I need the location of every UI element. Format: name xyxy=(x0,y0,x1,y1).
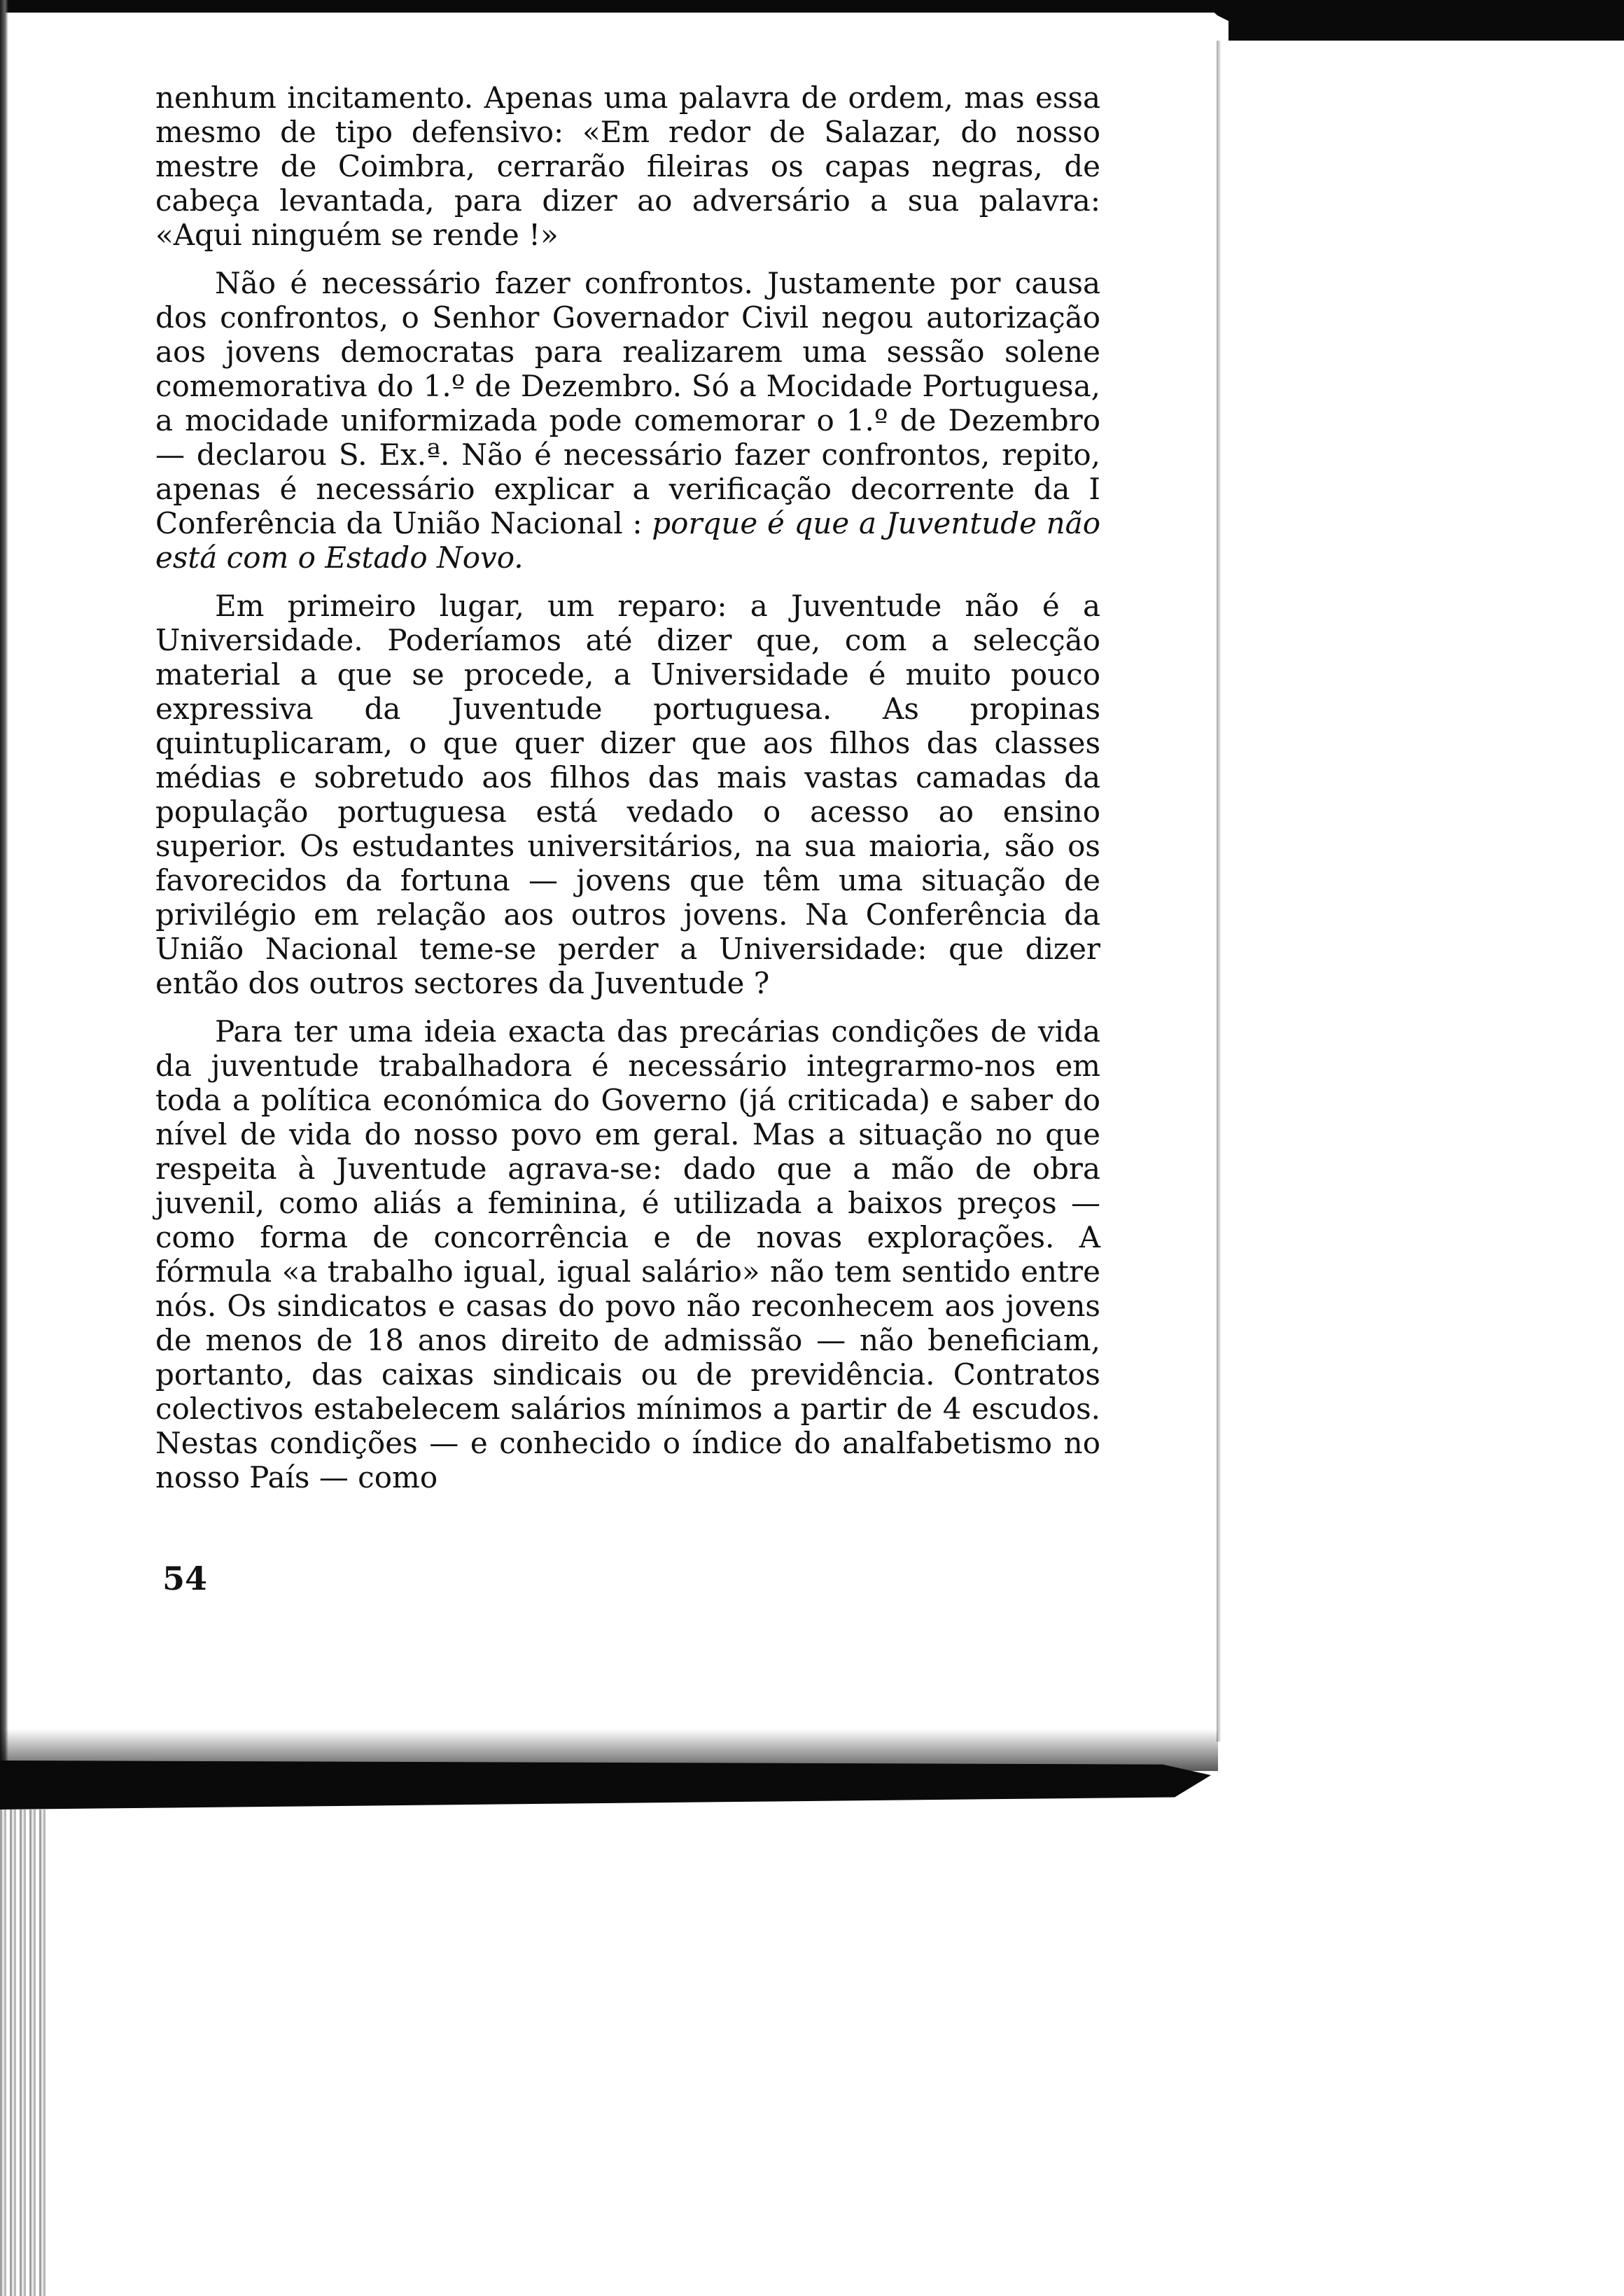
paragraph-1: nenhum incitamento. Apenas uma palavra de ordem, mas essa mesmo de tipo defensivo: «Em redor de Salazar, do nosso mestre de Coimbra, cerrarão fileiras os capas negras, de cabeça levantada, para dizer ao adversário a sua palavra: «Aqui ninguém se rende !» xyxy=(155,80,1100,252)
paragraph-4: Para ter uma ideia exacta das precárias condições de vida da juventude trabalhadora é necessário integrarmo-nos em toda a política económica do Governo (já criticada) e saber do nível de vida do nosso povo em geral. Mas a situação no que respeita à Juventude agrava-se: dado que a mão de obra juvenil, como aliás a feminina, é utilizada a baixos preços — como forma de concorrência e de novas explorações. A fórmula «a trabalho igual, igual salário» não tem sentido entre nós. Os sindicatos e casas do povo não reconhecem aos jovens de menos de 18 anos direito de admissão — não beneficiam, portanto, das caixas sindicais ou de previdência. Contratos colectivos estabelecem salários mínimos a partir de 4 escudos. Nestas condições — e conhecido o índice do analfabetismo no nosso País — como xyxy=(155,1014,1100,1494)
scan-left-edge xyxy=(0,0,8,1764)
paragraph-2 xyxy=(155,266,1100,575)
scan-blank-area xyxy=(0,1809,1624,2296)
page-fold-line xyxy=(1217,41,1221,1742)
scan-left-streak xyxy=(0,1809,49,2296)
page-body xyxy=(155,80,1100,1508)
paragraph-2-italic-phrase: porque é que a Juventude não está com o Estado Novo. xyxy=(155,506,1100,575)
paragraph-3: Em primeiro lugar, um reparo: a Juventude não é a Universidade. Poderíamos até dizer que, com a selecção material a que se procede, a Universidade é muito pouco expressiva da Juventude portuguesa. As propinas quintuplicaram, o que quer dizer que aos filhos das classes médias e sobretudo aos filhos das mais vastas camadas da população portuguesa está vedado o acesso ao ensino superior. Os estudantes universitários, na sua maioria, são os favorecidos da fortuna — jovens que têm uma situação de privilégio em relação aos outros jovens. Na Conferência da União Nacional teme-se perder a Universidade: que dizer então dos outros sectores da Juventude ? xyxy=(155,589,1100,1000)
paragraph-2-text: Não é necessário fazer confrontos. Justamente por causa dos confrontos, o Senhor Governador Civil negou autorização aos jovens democratas para realizarem uma sessão solene comemorativa do 1.º de Dezembro. Só a Mocidade Portuguesa, a mocidade uniformizada pode comemorar o 1.º de Dezembro — declarou S. Ex.ª. Não é necessário fazer confrontos, repito, apenas é necessário explicar a verificação decorrente da I Conferência da União Nacional : xyxy=(155,266,1100,540)
scan-bottom-border xyxy=(0,1760,1211,1809)
scan-right-top-border xyxy=(1228,0,1624,41)
page-number: 54 xyxy=(162,1560,208,1597)
